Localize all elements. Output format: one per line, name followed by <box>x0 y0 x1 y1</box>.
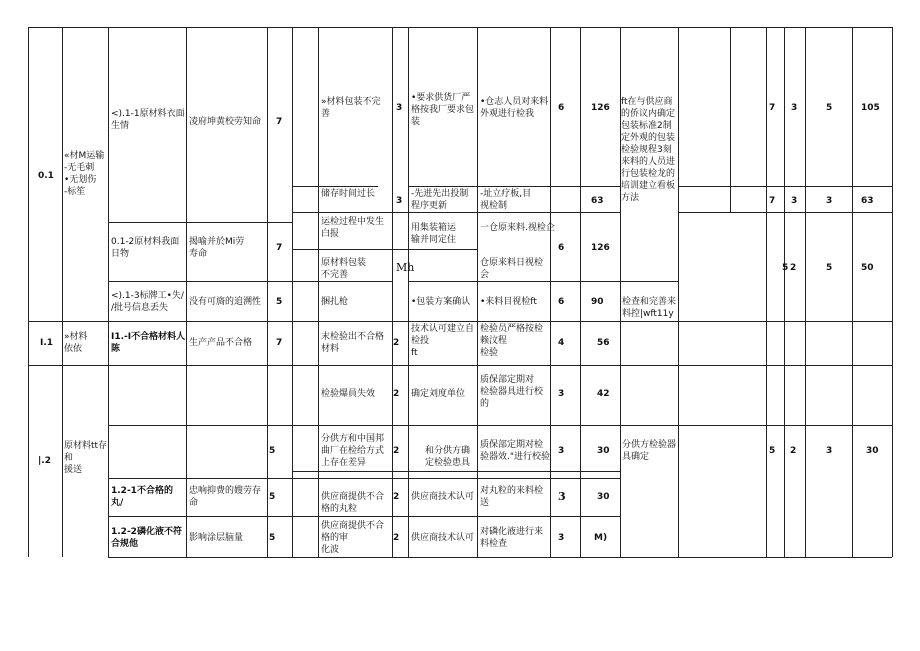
severity: 7 <box>276 243 283 253</box>
failure-cause: 检验爆員失效 <box>321 389 376 399</box>
table-border <box>766 27 767 557</box>
severity: 5 <box>269 533 276 543</box>
recommended-action: ft在与供应商 的侨议内确定 包装标准2制 定外观的包装 检验规程3刻 来料的人员进 行包装检龙的 培训建立看板 方法 <box>621 97 676 203</box>
prevention-control: 用集装箱运 输并同定住 <box>411 223 457 245</box>
detection-control: •来料目视检ft <box>480 297 537 307</box>
row-border <box>108 425 892 426</box>
failure-effect: 影响涂层脑量 <box>189 533 244 543</box>
result-occurrence: 3 <box>791 103 798 113</box>
detection: 6 <box>558 103 565 113</box>
result-occurrence: 2 <box>790 446 797 456</box>
detection-control: 对丸粒的来料检 送 <box>480 486 544 508</box>
failure-effect: 凌府坤黄校劳知命 <box>189 117 262 127</box>
table-border <box>186 27 187 557</box>
prevention-control: •包装方案确认 <box>411 297 471 307</box>
failure-code: <).1-3标牌工•失/ /批号信息丢失 <box>111 291 184 313</box>
detection-control: 对磷化液进行来 料检查 <box>480 527 544 549</box>
failure-cause: 供应商提供不合 格的审 化波 <box>321 521 385 555</box>
row-border <box>292 281 392 282</box>
result-occurrence: 3 <box>791 196 798 206</box>
row-number: |.2 <box>38 456 51 466</box>
result-detection: 3 <box>826 196 833 206</box>
rpn: 42 <box>597 389 610 399</box>
detection-control: 质保部定期对 检验器具进行校 的 <box>480 375 544 409</box>
table-border <box>392 27 393 557</box>
failure-cause: 运检过程中发生 白报 <box>321 217 385 239</box>
table-border <box>784 27 785 557</box>
occurrence: 2 <box>393 533 400 543</box>
failure-cause: 原材料包装 不完善 <box>321 258 367 280</box>
table-border <box>678 27 679 557</box>
severity: 5 <box>276 297 283 307</box>
occurrence: 2 <box>393 446 400 456</box>
rpn: 30 <box>597 446 610 456</box>
row-border <box>292 212 620 213</box>
table-border <box>580 27 581 557</box>
row-border <box>408 186 620 187</box>
result-severity: 7 <box>769 103 776 113</box>
severity: 5 <box>269 492 276 502</box>
table-border <box>292 27 293 557</box>
table-top-border <box>28 27 892 28</box>
failure-code: <).1-1原材料衣面 生情 <box>111 109 185 131</box>
table-border <box>62 27 63 557</box>
rpn: 126 <box>591 103 610 113</box>
occurrence: 3 <box>396 103 403 113</box>
failure-code: 0.1-2原材料我面 日物 <box>111 237 180 259</box>
table-border <box>892 27 893 557</box>
table-border <box>730 27 731 213</box>
rpn: 126 <box>591 243 610 253</box>
detection: 6 <box>558 297 565 307</box>
failure-cause: 供应商提供不合 格的丸粒 <box>321 492 385 514</box>
result-severity: 7 <box>769 196 776 206</box>
failure-code: 1.2-1不合格的 丸/ <box>111 486 173 508</box>
prevention-control: •要求供货厂严 格按我厂要求包 装 <box>411 93 475 127</box>
recommended-action: 检查和完善来 料控|wft11y <box>622 297 677 319</box>
row-border <box>28 365 892 366</box>
row-border <box>108 478 620 479</box>
rpn: 30 <box>597 492 610 502</box>
prevention-control: 供应商技术认可 <box>411 533 475 543</box>
failure-effect: 忠响抑费的嫂劳存 命 <box>189 486 262 508</box>
failure-cause: 末检验出不合格 材料 <box>321 332 385 354</box>
failure-cause: 分供方和中国邦 曲厂在检给方式 上存在差异 <box>321 434 385 468</box>
detection: 3 <box>558 490 566 503</box>
rpn: M) <box>594 533 608 543</box>
result-rpn: 30 <box>866 446 879 456</box>
row-number: 0.1 <box>38 171 54 181</box>
failure-effect: 没有可旖的追溯性 <box>189 297 262 307</box>
result-detection: 5 <box>826 103 833 113</box>
prevention-control: 技术认可建立自 检投 ft <box>411 324 475 358</box>
failure-code: I1.-I不合格材料人 陈 <box>111 332 186 354</box>
detection: 4 <box>558 338 565 348</box>
prevention-control: 和分供方确 定检验患具 <box>425 446 471 468</box>
result-detection: 5 <box>826 263 833 273</box>
failure-cause: 储存时间过长 <box>321 189 376 199</box>
result-occurrence: 2 <box>790 263 797 273</box>
recommended-action: 分供方检验器 具确定 <box>622 440 677 462</box>
table-border <box>477 27 478 557</box>
severity: 7 <box>276 338 283 348</box>
severity: 7 <box>276 117 283 127</box>
result-severity: 5 <box>782 263 789 273</box>
result-rpn: 105 <box>861 103 880 113</box>
occurrence: 2 <box>393 338 400 348</box>
prevention-control: -先进先出投制 程序更新 <box>411 189 469 211</box>
prevention-control: 确定刘度单位 <box>411 389 466 399</box>
failure-effect: 生产产品不合格 <box>189 338 253 348</box>
row-border <box>292 249 478 250</box>
table-border <box>267 27 268 557</box>
table-border <box>28 27 29 557</box>
detection-control: •仓志人员对来料 外观进行检我 <box>480 97 549 119</box>
occurrence: Mh <box>396 261 415 274</box>
row-border <box>28 321 892 322</box>
detection: 3 <box>558 533 565 543</box>
row-border <box>108 516 620 517</box>
result-rpn: 50 <box>861 263 874 273</box>
detection: 3 <box>558 389 565 399</box>
table-border <box>408 27 409 557</box>
result-detection: 3 <box>826 446 833 456</box>
detection-control: 质保部定期对检 验器效."进行校验 <box>480 440 551 462</box>
failure-cause: »材料包装不完 善 <box>321 97 381 119</box>
table-border <box>550 27 551 557</box>
detection-control: 检验员严格按检 赖汶程 检验 <box>480 324 544 358</box>
detection: 6 <box>558 243 565 253</box>
table-border <box>318 27 319 557</box>
result-rpn: 63 <box>861 196 874 206</box>
row-border <box>108 281 292 282</box>
prevention-control: 供应商技术认可 <box>411 492 475 502</box>
table-border <box>805 27 806 557</box>
table-border <box>108 27 109 557</box>
failure-code: 1.2-2磷化液不符 合规他 <box>111 527 182 549</box>
severity: 5 <box>269 446 276 456</box>
table-border <box>852 27 853 557</box>
row-number: I.1 <box>40 338 54 348</box>
rpn: 63 <box>591 196 604 206</box>
table-bottom-border <box>108 557 892 558</box>
occurrence: 2 <box>393 389 400 399</box>
failure-effect: 揭喻并於Mi劳 寿命 <box>189 237 245 259</box>
detection-control: -址立疗板,目 视检制 <box>480 189 532 211</box>
rpn: 90 <box>591 297 604 307</box>
row-border <box>678 212 892 213</box>
occurrence: 3 <box>396 196 403 206</box>
detection-control: 一仓原来料.视检企 <box>480 223 555 233</box>
row-border <box>292 186 378 187</box>
failure-cause: 捆扎枪 <box>321 297 349 307</box>
process-step: «材M运输 -无毛刺 •无划伤 -标笙 <box>64 151 105 197</box>
row-border <box>678 186 892 187</box>
process-step: »材料 依依 <box>64 332 88 354</box>
row-border <box>408 281 678 282</box>
row-border <box>292 471 620 472</box>
occurrence: 2 <box>393 492 400 502</box>
row-border <box>108 222 292 223</box>
result-severity: 5 <box>769 446 776 456</box>
detection-control: 仓原来料日视检 会 <box>480 258 544 280</box>
rpn: 56 <box>597 338 610 348</box>
detection: 3 <box>558 446 565 456</box>
process-step: 原材料tt存 和 援送 <box>64 441 108 475</box>
